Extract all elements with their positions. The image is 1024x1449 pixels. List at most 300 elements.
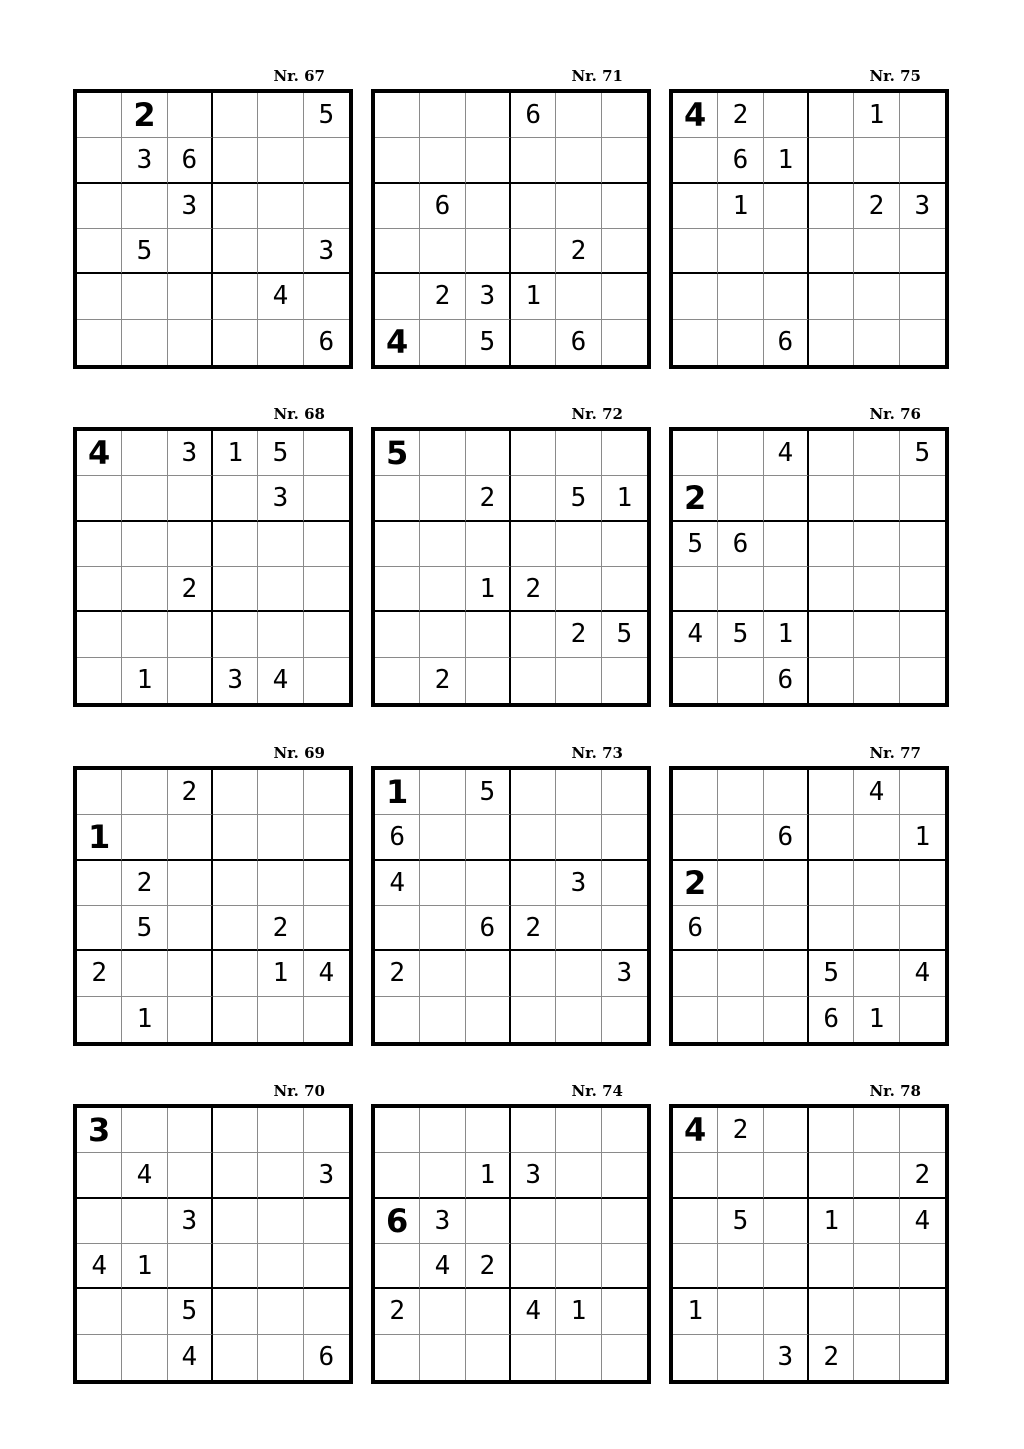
sudoku-cell	[213, 1289, 258, 1334]
sudoku-cell	[854, 1244, 899, 1289]
sudoku-cell	[122, 274, 167, 319]
sudoku-cell: 1	[602, 476, 647, 521]
sudoku-cell	[854, 1153, 899, 1198]
sudoku-cell	[809, 1153, 854, 1198]
sudoku-cell: 3	[556, 861, 601, 906]
sudoku-cell	[602, 431, 647, 476]
sudoku-cell	[673, 431, 718, 476]
sudoku-cell	[304, 770, 349, 815]
sudoku-cell	[77, 476, 122, 521]
sudoku-cell	[511, 184, 556, 229]
sudoku-cell	[420, 1153, 465, 1198]
sudoku-cell	[213, 567, 258, 612]
sudoku-cell	[375, 612, 420, 657]
sudoku-cell	[168, 815, 213, 860]
sudoku-cell	[304, 274, 349, 319]
sudoku-cell	[809, 93, 854, 138]
sudoku-cell	[854, 229, 899, 274]
sudoku-cell	[809, 184, 854, 229]
sudoku-cell	[304, 476, 349, 521]
sudoku-cell	[466, 815, 511, 860]
sudoku-cell	[764, 476, 809, 521]
sudoku-cell	[511, 229, 556, 274]
sudoku-cell	[602, 138, 647, 183]
sudoku-cell	[466, 658, 511, 703]
sudoku-cell	[764, 861, 809, 906]
sudoku-cell	[809, 476, 854, 521]
sudoku-cell	[718, 1244, 763, 1289]
sudoku-cell	[168, 274, 213, 319]
sudoku-cell	[420, 815, 465, 860]
sudoku-cell: 5	[122, 229, 167, 274]
sudoku-cell: 3	[77, 1108, 122, 1153]
sudoku-cell	[375, 229, 420, 274]
sudoku-cell	[77, 612, 122, 657]
sudoku-cell	[213, 184, 258, 229]
sudoku-cell	[602, 1244, 647, 1289]
sudoku-cell	[258, 815, 303, 860]
sudoku-cell	[420, 567, 465, 612]
sudoku-cell	[375, 567, 420, 612]
puzzle-number-label: Nr. 74	[571, 1082, 623, 1100]
sudoku-grid	[669, 766, 949, 1046]
sudoku-cell	[77, 1153, 122, 1198]
sudoku-cell: 6	[764, 320, 809, 365]
sudoku-cell	[900, 997, 945, 1042]
sudoku-cell	[809, 320, 854, 365]
sudoku-cell: 1	[809, 1199, 854, 1244]
sudoku-cell	[673, 815, 718, 860]
sudoku-cell: 2	[122, 861, 167, 906]
sudoku-cell	[420, 1108, 465, 1153]
sudoku-cell	[466, 1335, 511, 1380]
sudoku-cell	[258, 1244, 303, 1289]
sudoku-cell	[511, 997, 556, 1042]
puzzle-number-label: Nr. 70	[273, 1082, 325, 1100]
sudoku-cell: 3	[900, 184, 945, 229]
sudoku-cell	[511, 522, 556, 567]
sudoku-cell	[213, 476, 258, 521]
sudoku-cell: 5	[900, 431, 945, 476]
sudoku-cell: 3	[168, 184, 213, 229]
sudoku-cell	[77, 274, 122, 319]
sudoku-cell: 1	[122, 658, 167, 703]
sudoku-cell	[718, 951, 763, 996]
sudoku-cell	[375, 1335, 420, 1380]
sudoku-cell	[764, 1289, 809, 1334]
sudoku-cell	[673, 274, 718, 319]
sudoku-cell: 1	[466, 567, 511, 612]
sudoku-cell: 2	[258, 906, 303, 951]
sudoku-cell	[375, 138, 420, 183]
sudoku-cell	[258, 567, 303, 612]
sudoku-cell	[213, 93, 258, 138]
sudoku-cell	[809, 612, 854, 657]
puzzle-number-label: Nr. 72	[571, 405, 623, 423]
puzzle-number-label: Nr. 69	[273, 744, 325, 762]
sudoku-cell	[764, 951, 809, 996]
sudoku-cell	[168, 906, 213, 951]
sudoku-cell	[420, 770, 465, 815]
sudoku-cell	[673, 1335, 718, 1380]
sudoku-cell	[764, 1153, 809, 1198]
sudoku-cell	[556, 1244, 601, 1289]
sudoku-cell	[420, 1289, 465, 1334]
sudoku-cell	[168, 951, 213, 996]
sudoku-cell: 4	[764, 431, 809, 476]
sudoku-cell	[556, 951, 601, 996]
sudoku-cell: 3	[511, 1153, 556, 1198]
sudoku-cell	[258, 320, 303, 365]
puzzle-number-label: Nr. 78	[869, 1082, 921, 1100]
sudoku-cell	[258, 1335, 303, 1380]
sudoku-cell: 2	[466, 1244, 511, 1289]
sudoku-cell	[602, 229, 647, 274]
puzzle-number-label: Nr. 77	[869, 744, 921, 762]
sudoku-cell: 4	[900, 1199, 945, 1244]
sudoku-cell	[168, 1153, 213, 1198]
sudoku-cell: 6	[718, 138, 763, 183]
sudoku-cell	[213, 770, 258, 815]
sudoku-cell	[213, 522, 258, 567]
sudoku-grid	[669, 1104, 949, 1384]
sudoku-cell	[764, 274, 809, 319]
sudoku-cell	[854, 815, 899, 860]
sudoku-cell	[718, 770, 763, 815]
sudoku-cell: 3	[304, 229, 349, 274]
sudoku-cell	[77, 184, 122, 229]
sudoku-cell	[466, 1199, 511, 1244]
sudoku-cell: 2	[854, 184, 899, 229]
sudoku-cell: 1	[764, 138, 809, 183]
sudoku-grid	[73, 427, 353, 707]
sudoku-cell	[466, 522, 511, 567]
sudoku-cell	[168, 522, 213, 567]
sudoku-cell	[77, 567, 122, 612]
sudoku-cell	[213, 1108, 258, 1153]
sudoku-cell	[900, 1335, 945, 1380]
sudoku-cell: 2	[168, 770, 213, 815]
sudoku-cell	[900, 1108, 945, 1153]
sudoku-cell	[258, 138, 303, 183]
sudoku-cell	[122, 1335, 167, 1380]
sudoku-cell: 4	[375, 320, 420, 365]
sudoku-cell	[602, 997, 647, 1042]
sudoku-cell: 2	[420, 658, 465, 703]
sudoku-cell	[258, 522, 303, 567]
sudoku-cell: 5	[809, 951, 854, 996]
sudoku-cell	[375, 184, 420, 229]
sudoku-cell	[556, 522, 601, 567]
sudoku-cell: 6	[466, 906, 511, 951]
sudoku-cell	[764, 1199, 809, 1244]
sudoku-cell: 4	[77, 431, 122, 476]
sudoku-cell: 2	[673, 861, 718, 906]
sudoku-cell	[673, 184, 718, 229]
sudoku-cell	[764, 1244, 809, 1289]
sudoku-cell	[764, 184, 809, 229]
sudoku-cell	[122, 815, 167, 860]
sudoku-cell	[511, 1199, 556, 1244]
sudoku-cell	[168, 320, 213, 365]
sudoku-cell: 1	[122, 1244, 167, 1289]
sudoku-cell: 2	[511, 906, 556, 951]
sudoku-cell: 3	[602, 951, 647, 996]
sudoku-grid	[73, 766, 353, 1046]
sudoku-cell	[854, 1108, 899, 1153]
sudoku-cell	[602, 770, 647, 815]
sudoku-cell: 2	[511, 567, 556, 612]
sudoku-cell: 1	[900, 815, 945, 860]
sudoku-cell	[556, 1108, 601, 1153]
sudoku-cell	[809, 770, 854, 815]
sudoku-cell	[900, 1289, 945, 1334]
sudoku-cell	[556, 1199, 601, 1244]
sudoku-cell: 4	[673, 1108, 718, 1153]
sudoku-cell: 3	[764, 1335, 809, 1380]
sudoku-cell: 2	[809, 1335, 854, 1380]
sudoku-cell	[77, 906, 122, 951]
sudoku-cell	[213, 861, 258, 906]
sudoku-cell	[466, 138, 511, 183]
sudoku-cell	[258, 861, 303, 906]
sudoku-cell	[854, 1335, 899, 1380]
sudoku-cell	[673, 951, 718, 996]
sudoku-cell: 5	[375, 431, 420, 476]
sudoku-cell	[511, 1108, 556, 1153]
sudoku-cell	[420, 612, 465, 657]
sudoku-cell	[304, 1199, 349, 1244]
puzzle-number-label: Nr. 73	[571, 744, 623, 762]
sudoku-cell: 3	[304, 1153, 349, 1198]
sudoku-cell	[122, 320, 167, 365]
sudoku-cell	[602, 1199, 647, 1244]
sudoku-cell	[213, 906, 258, 951]
sudoku-cell	[258, 997, 303, 1042]
sudoku-grid	[669, 89, 949, 369]
sudoku-cell: 6	[420, 184, 465, 229]
sudoku-cell	[466, 184, 511, 229]
sudoku-cell: 6	[168, 138, 213, 183]
sudoku-cell: 4	[258, 274, 303, 319]
puzzle-number-label: Nr. 76	[869, 405, 921, 423]
sudoku-cell	[809, 815, 854, 860]
sudoku-cell	[511, 658, 556, 703]
sudoku-cell	[809, 1289, 854, 1334]
sudoku-cell: 3	[213, 658, 258, 703]
sudoku-cell	[602, 1289, 647, 1334]
sudoku-cell	[122, 951, 167, 996]
puzzle-number-label: Nr. 71	[571, 67, 623, 85]
puzzle-number-label: Nr. 68	[273, 405, 325, 423]
sudoku-cell	[420, 906, 465, 951]
sudoku-cell: 2	[375, 1289, 420, 1334]
sudoku-cell: 5	[258, 431, 303, 476]
sudoku-cell	[77, 138, 122, 183]
sudoku-cell	[511, 431, 556, 476]
sudoku-cell: 4	[122, 1153, 167, 1198]
sudoku-cell	[764, 1108, 809, 1153]
sudoku-cell	[258, 229, 303, 274]
sudoku-cell	[375, 997, 420, 1042]
sudoku-cell	[122, 567, 167, 612]
sudoku-cell	[718, 1335, 763, 1380]
sudoku-cell: 3	[168, 431, 213, 476]
sudoku-cell	[809, 861, 854, 906]
sudoku-cell: 1	[77, 815, 122, 860]
sudoku-cell: 1	[213, 431, 258, 476]
sudoku-cell: 5	[466, 320, 511, 365]
sudoku-cell	[375, 522, 420, 567]
sudoku-cell	[854, 567, 899, 612]
sudoku-cell	[673, 770, 718, 815]
sudoku-cell	[77, 997, 122, 1042]
sudoku-cell	[602, 1335, 647, 1380]
sudoku-cell	[375, 1244, 420, 1289]
sudoku-grid	[371, 1104, 651, 1384]
sudoku-cell: 5	[673, 522, 718, 567]
sudoku-cell	[809, 906, 854, 951]
sudoku-cell	[900, 476, 945, 521]
sudoku-cell: 2	[718, 1108, 763, 1153]
sudoku-cell	[511, 951, 556, 996]
sudoku-cell: 6	[556, 320, 601, 365]
sudoku-cell	[602, 93, 647, 138]
sudoku-cell	[258, 93, 303, 138]
sudoku-cell: 2	[77, 951, 122, 996]
sudoku-cell	[556, 184, 601, 229]
sudoku-cell: 3	[420, 1199, 465, 1244]
sudoku-cell	[718, 861, 763, 906]
sudoku-cell: 6	[511, 93, 556, 138]
sudoku-cell	[854, 906, 899, 951]
sudoku-cell	[718, 906, 763, 951]
sudoku-cell: 6	[764, 658, 809, 703]
sudoku-cell: 5	[122, 906, 167, 951]
sudoku-cell: 5	[168, 1289, 213, 1334]
sudoku-cell	[77, 229, 122, 274]
sudoku-cell	[304, 138, 349, 183]
sudoku-grid	[371, 427, 651, 707]
sudoku-grid	[371, 89, 651, 369]
sudoku-cell	[304, 522, 349, 567]
sudoku-cell	[556, 431, 601, 476]
sudoku-cell	[602, 861, 647, 906]
sudoku-cell	[375, 658, 420, 703]
sudoku-cell	[809, 138, 854, 183]
sudoku-cell	[718, 1153, 763, 1198]
sudoku-cell	[213, 612, 258, 657]
sudoku-cell	[673, 658, 718, 703]
sudoku-cell: 5	[602, 612, 647, 657]
sudoku-cell	[77, 1199, 122, 1244]
sudoku-cell	[854, 1199, 899, 1244]
sudoku-cell	[900, 861, 945, 906]
sudoku-cell	[718, 320, 763, 365]
sudoku-cell	[466, 1108, 511, 1153]
sudoku-cell	[900, 612, 945, 657]
sudoku-cell	[900, 770, 945, 815]
sudoku-cell	[420, 229, 465, 274]
sudoku-cell: 1	[718, 184, 763, 229]
sudoku-cell	[168, 861, 213, 906]
sudoku-cell	[420, 1335, 465, 1380]
sudoku-cell	[213, 229, 258, 274]
sudoku-cell	[900, 138, 945, 183]
sudoku-cell: 1	[466, 1153, 511, 1198]
sudoku-cell	[718, 1289, 763, 1334]
sudoku-cell	[304, 1244, 349, 1289]
sudoku-cell	[602, 184, 647, 229]
sudoku-cell	[420, 951, 465, 996]
sudoku-cell	[602, 1153, 647, 1198]
sudoku-cell	[854, 951, 899, 996]
sudoku-cell	[213, 274, 258, 319]
sudoku-cell	[900, 567, 945, 612]
sudoku-cell	[673, 320, 718, 365]
sudoku-cell	[122, 1289, 167, 1334]
sudoku-cell	[854, 861, 899, 906]
sudoku-cell	[258, 1153, 303, 1198]
sudoku-cell: 2	[466, 476, 511, 521]
sudoku-cell: 6	[318, 1342, 335, 1373]
sudoku-cell	[511, 1335, 556, 1380]
sudoku-cell	[673, 567, 718, 612]
sudoku-cell: 4	[511, 1289, 556, 1334]
sudoku-cell	[511, 770, 556, 815]
sudoku-cell: 5	[304, 93, 349, 138]
sudoku-cell	[673, 229, 718, 274]
sudoku-cell	[673, 138, 718, 183]
sudoku-cell	[258, 1289, 303, 1334]
sudoku-cell	[168, 658, 213, 703]
sudoku-cell: 5	[718, 612, 763, 657]
sudoku-cell	[602, 522, 647, 567]
sudoku-cell	[900, 906, 945, 951]
sudoku-cell	[168, 997, 213, 1042]
sudoku-cell	[854, 476, 899, 521]
sudoku-cell	[809, 522, 854, 567]
sudoku-cell	[854, 522, 899, 567]
sudoku-cell	[304, 431, 349, 476]
sudoku-cell	[122, 612, 167, 657]
sudoku-cell	[466, 229, 511, 274]
sudoku-cell: 2	[556, 612, 601, 657]
sudoku-cell	[900, 274, 945, 319]
sudoku-cell: 2	[420, 274, 465, 319]
sudoku-cell: 2	[122, 93, 167, 138]
sudoku-cell	[420, 138, 465, 183]
sudoku-cell	[304, 612, 349, 657]
sudoku-cell	[77, 320, 122, 365]
sudoku-cell: 5	[718, 1199, 763, 1244]
sudoku-cell	[900, 522, 945, 567]
sudoku-cell	[77, 93, 122, 138]
sudoku-cell	[809, 567, 854, 612]
sudoku-cell: 6	[764, 815, 809, 860]
sudoku-cell	[854, 431, 899, 476]
sudoku-cell	[511, 612, 556, 657]
sudoku-cell: 6	[375, 1199, 420, 1244]
sudoku-cell	[122, 1108, 167, 1153]
sudoku-cell	[258, 770, 303, 815]
sudoku-cell	[673, 1199, 718, 1244]
sudoku-cell	[511, 476, 556, 521]
sudoku-cell	[375, 93, 420, 138]
sudoku-grid	[669, 427, 949, 707]
sudoku-cell	[809, 1244, 854, 1289]
puzzle-number-label: Nr. 67	[273, 67, 325, 85]
